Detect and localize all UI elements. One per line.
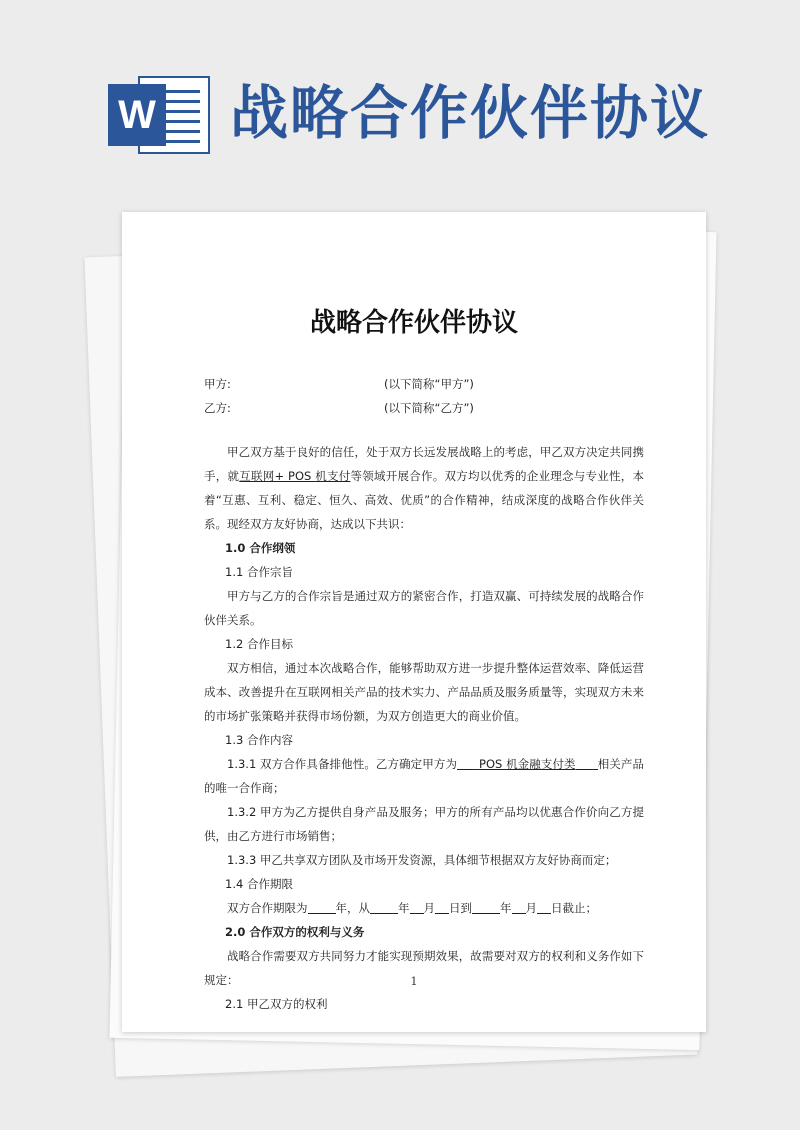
document-page [122, 212, 706, 1032]
cooperation-field: 互联网+ POS 机支付 [239, 469, 351, 483]
subsection-heading: 1.2 合作目标 [225, 637, 293, 651]
page-number: 1 [410, 975, 418, 988]
party-a-row [204, 372, 644, 396]
clause-1-3-1: 1.3.1 双方合作具备排他性。乙方确定甲方为 POS 机金融支付类 相关产品的唯一合作商； [204, 757, 644, 795]
party-a-label: 甲方: [204, 377, 231, 391]
product-field: POS 机金融支付类 [479, 757, 576, 771]
party-b-row [204, 396, 644, 420]
party-b-label: 乙方: [204, 401, 231, 415]
document-title: 战略合作伙伴协议 [309, 308, 518, 338]
paragraph: 甲方与乙方的合作宗旨是通过双方的紧密合作，打造双赢、可持续发展的战略合作伙伴关系。 [204, 589, 644, 627]
banner-title: 战略合作伙伴协议 [230, 79, 711, 147]
term-line: 双方合作期限为 年，从 年 月 日到 年 月 日截止； [227, 901, 597, 915]
clause-1-3-3: 1.3.3 甲乙共享双方团队及市场开发资源，具体细节根据双方友好协商而定； [227, 853, 617, 867]
intro-paragraph: 甲乙双方基于良好的信任，处于双方长远发展战略上的考虑，甲乙双方决定共同携手，就互联网+ POS 机支付等领域开展合作。双方均以优秀的企业理念与专业性，本着“互惠、互利、稳定、恒久、高效、优质”的合作精神，结成深度的战略合作伙伴关系。现经双方友好协商，达成以下共识： [204, 445, 645, 531]
word-badge: W [108, 84, 166, 146]
paragraph: 战略合作需要双方共同努力才能实现预期效果，故需要对双方的权利和义务作如下规定： [204, 949, 644, 987]
subsection-heading: 1.4 合作期限 [225, 877, 293, 891]
section-heading: 1.0 合作纲领 [225, 541, 296, 555]
word-icon [108, 72, 212, 156]
document-body [204, 372, 644, 1016]
clause-1-3-2: 1.3.2 甲方为乙方提供自身产品及服务；甲方的所有产品均以优惠合作价向乙方提供，由乙方进行市场销售； [204, 805, 644, 843]
banner [0, 0, 800, 190]
subsection-heading: 1.1 合作宗旨 [225, 565, 293, 579]
subsection-heading: 1.3 合作内容 [225, 733, 293, 747]
party-b-note: (以下简称“乙方”) [384, 401, 474, 415]
party-a-note: (以下简称“甲方”) [384, 377, 474, 391]
section-heading: 2.0 合作双方的权利与义务 [225, 925, 365, 939]
paragraph: 双方相信，通过本次战略合作，能够帮助双方进一步提升整体运营效率、降低运营成本、改善提升在互联网相关产品的技术实力、产品品质及服务质量等，实现双方未来的市场扩张策略并获得市场份额，为双方创造更大的商业价值。 [204, 661, 644, 723]
subsection-heading: 2.1 甲乙双方的权利 [225, 997, 328, 1011]
